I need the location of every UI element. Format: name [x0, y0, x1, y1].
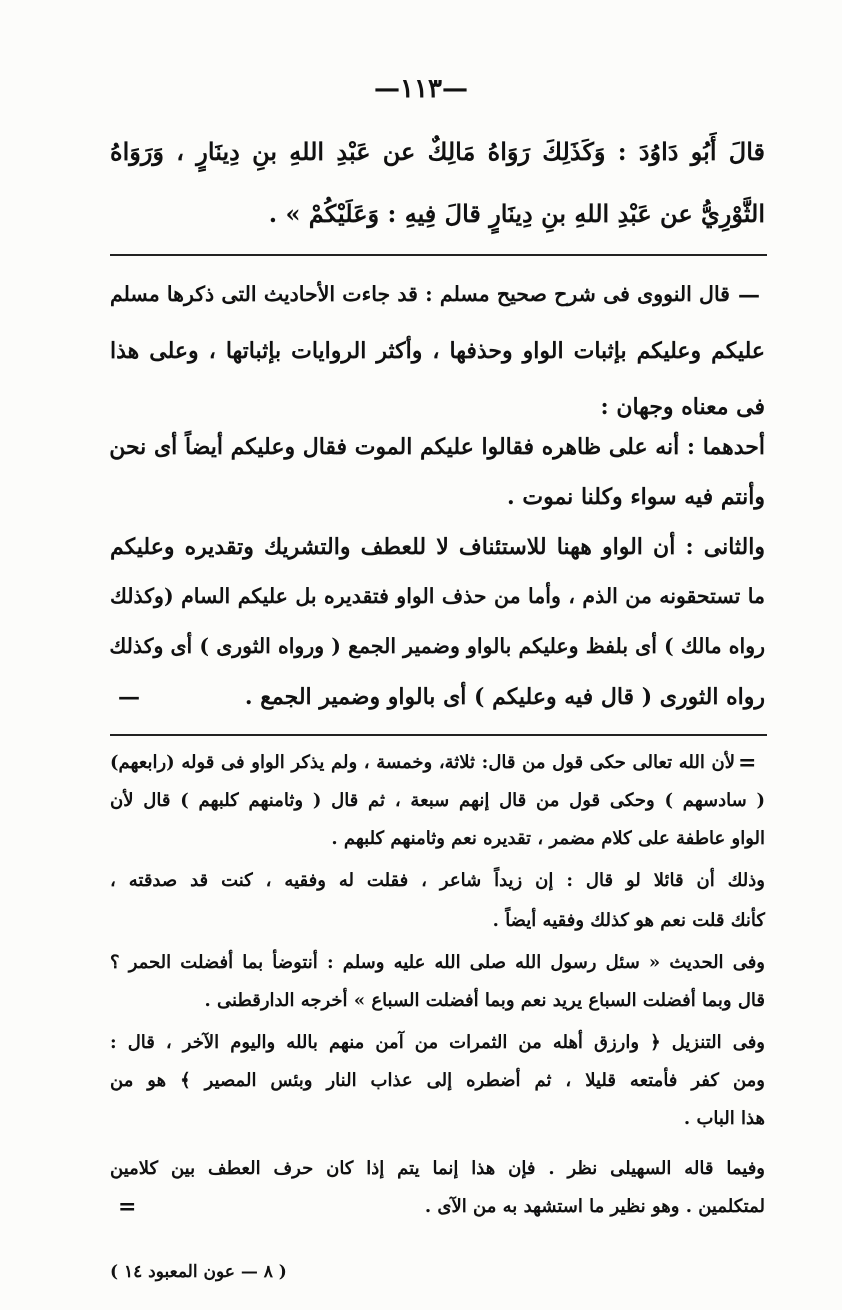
- footnote-line: ( سادسهم ) وحكى قول من قال إنهم سبعة ، ثم قال ( وثامنهم كلبهم ) قال لأن: [110, 790, 765, 811]
- page-number: —١١٣—: [374, 74, 468, 104]
- page-footer: ( ٨ — عون المعبود ١٤ ): [110, 1262, 287, 1282]
- continued-mark-top: =: [738, 750, 757, 776]
- commentary-line: والثانى : أن الواو ههنا للاستئناف لا للعطف والتشريك وتقديره وعليكم: [110, 534, 765, 560]
- hadith-line: الثَّوْرِيُّ عن عَبْدِ اللهِ بنِ دِينَارٍ قالَ فِيهِ : وَعَلَيْكُمْ » .: [268, 199, 765, 228]
- commentary-line: ما تستحقونه من الذم ، وأما من حذف الواو فتقديره بل عليكم السام (وكذلك: [110, 584, 765, 608]
- footnote-line: وفى الحديث « سئل رسول الله صلى الله عليه وسلم : أنتوضأ بما أفضلت الحمر ؟: [110, 952, 765, 973]
- commentary-line: فى معناه وجهان :: [600, 394, 765, 420]
- commentary-line: قال النووى فى شرح صحيح مسلم : قد جاءت الأحاديث التى ذكرها مسلم: [110, 282, 730, 306]
- commentary-line: وأنتم فيه سواء وكلنا نموت .: [507, 484, 765, 510]
- commentary-start-dash: —: [738, 282, 760, 308]
- commentary-line: عليكم وعليكم بإثبات الواو وحذفها ، وأكثر الروايات بإثباتها ، وعلى هذا: [110, 338, 765, 364]
- footnote-line: كأنك قلت نعم هو كذلك وفقيه أيضاً .: [492, 910, 765, 931]
- commentary-line: رواه الثورى ( قال فيه وعليكم ) أى بالواو وضمير الجمع .: [244, 684, 765, 710]
- footnote-line: هذا الباب .: [683, 1108, 765, 1129]
- commentary-end-dash: —: [118, 684, 140, 710]
- continued-mark-bottom: =: [118, 1194, 137, 1220]
- footnote-line: لأن الله تعالى حكى قول من قال: ثلاثة، وخمسة ، ولم يذكر الواو فى قوله (رابعهم): [110, 752, 735, 773]
- footnote-line: وذلك أن قائلا لو قال : إن زيداً شاعر ، فقلت له وفقيه ، كنت قد صدقته ،: [110, 870, 765, 891]
- footnote-line: ومن كفر فأمتعه قليلا ، ثم أضطره إلى عذاب النار وبئس المصير ﴾ هو من: [110, 1070, 765, 1091]
- hadith-line: قالَ أَبُو دَاوُدَ : وَكَذَلِكَ رَوَاهُ مَالِكٌ عن عَبْدِ اللهِ بنِ دِينَارٍ ، وَرَوَاهُ: [110, 137, 765, 166]
- commentary-line: رواه مالك ) أى بلفظ وعليكم بالواو وضمير الجمع ( ورواه الثورى ) أى وكذلك: [109, 634, 765, 658]
- footnote-line: قال وبما أفضلت السباع يريد نعم وبما أفضلت السباع » أخرجه الدارقطنى .: [204, 990, 765, 1011]
- footnote-line: وفى التنزيل ﴿ وارزق أهله من الثمرات من آمن منهم بالله واليوم الآخر ، قال :: [110, 1032, 765, 1053]
- footnote-line: الواو عاطفة على كلام مضمر ، تقديره نعم وثامنهم كلبهم .: [331, 828, 765, 849]
- footnote-line: وفيما قاله السهيلى نظر . فإن هذا إنما يتم إذا كان حرف العطف بين كلامين: [110, 1158, 765, 1179]
- separator-rule: [110, 734, 767, 736]
- commentary-line: أحدهما : أنه على ظاهره فقالوا عليكم الموت فقال وعليكم أيضاً أى نحن: [109, 434, 765, 460]
- footnote-line: لمتكلمين . وهو نظير ما استشهد به من الآى .: [424, 1196, 765, 1217]
- separator-rule: [110, 254, 767, 256]
